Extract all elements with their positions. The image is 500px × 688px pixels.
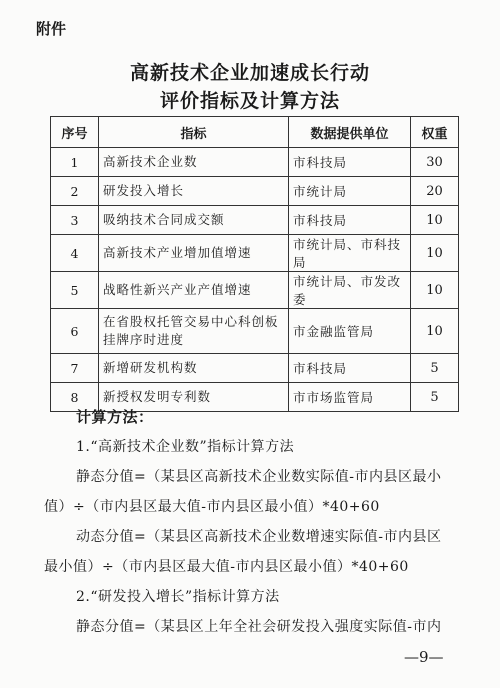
row-weight: 30 (411, 148, 459, 177)
row-unit: 市统计局、市科技局 (289, 235, 411, 272)
row-indicator: 新增研发机构数 (99, 354, 289, 383)
table-row (51, 309, 459, 354)
calc-formula-line: 动态分值=（某县区高新技术企业数增速实际值-市内县区 (76, 529, 442, 545)
page-number: —9— (404, 648, 444, 666)
attachment-label: 附件 (36, 20, 67, 38)
table-row (51, 148, 459, 177)
row-weight: 10 (411, 235, 459, 272)
document-title-line1: 高新技术企业加速成长行动 (129, 62, 370, 84)
row-no: 6 (51, 309, 99, 354)
table-row (51, 272, 459, 309)
table-row (51, 206, 459, 235)
calc-formula-line: 静态分值=（某县区高新技术企业数实际值-市内县区最小 (76, 469, 442, 485)
row-unit: 市统计局 (289, 177, 411, 206)
row-weight: 10 (411, 309, 459, 354)
row-weight: 10 (411, 272, 459, 309)
row-unit: 市市场监管局 (289, 383, 411, 412)
row-indicator: 高新技术产业增加值增速 (99, 235, 289, 272)
row-no: 4 (51, 235, 99, 272)
row-no: 2 (51, 177, 99, 206)
row-indicator: 研发投入增长 (99, 177, 289, 206)
row-indicator: 吸纳技术合同成交额 (99, 206, 289, 235)
calc-formula-line: 最小值）÷（市内县区最大值-市内县区最小值）*40+60 (44, 559, 409, 575)
row-no: 3 (51, 206, 99, 235)
table-row (51, 177, 459, 206)
row-indicator: 新授权发明专利数 (99, 383, 289, 412)
row-unit: 市科技局 (289, 354, 411, 383)
row-unit: 市统计局、市发改委 (289, 272, 411, 309)
row-indicator: 战略性新兴产业产值增速 (99, 272, 289, 309)
row-no: 8 (51, 383, 99, 412)
row-no: 5 (51, 272, 99, 309)
row-weight: 5 (411, 354, 459, 383)
row-indicator: 在省股权托管交易中心科创板挂牌序时进度 (99, 309, 289, 354)
indicator-table (50, 116, 459, 412)
calc-heading: 计算方法： (76, 408, 154, 426)
row-weight: 10 (411, 206, 459, 235)
header-no: 序号 (51, 117, 99, 148)
header-weight: 权重 (411, 117, 459, 148)
header-indicator: 指标 (99, 117, 289, 148)
calc-subheading-2: 2.“研发投入增长”指标计算方法 (76, 589, 280, 605)
row-weight: 20 (411, 177, 459, 206)
calc-subheading-1: 1.“高新技术企业数”指标计算方法 (76, 439, 295, 455)
row-unit: 市科技局 (289, 148, 411, 177)
document-title-line2: 评价指标及计算方法 (159, 90, 340, 112)
row-unit: 市科技局 (289, 206, 411, 235)
row-indicator: 高新技术企业数 (99, 148, 289, 177)
row-no: 7 (51, 354, 99, 383)
header-unit: 数据提供单位 (289, 117, 411, 148)
row-weight: 5 (411, 383, 459, 412)
table-row (51, 354, 459, 383)
table-header-row (51, 117, 459, 148)
row-unit: 市金融监管局 (289, 309, 411, 354)
calc-formula-line: 静态分值=（某县区上年全社会研发投入强度实际值-市内 (76, 619, 442, 635)
row-no: 1 (51, 148, 99, 177)
calc-formula-line: 值）÷（市内县区最大值-市内县区最小值）*40+60 (44, 499, 380, 515)
table-row (51, 235, 459, 272)
